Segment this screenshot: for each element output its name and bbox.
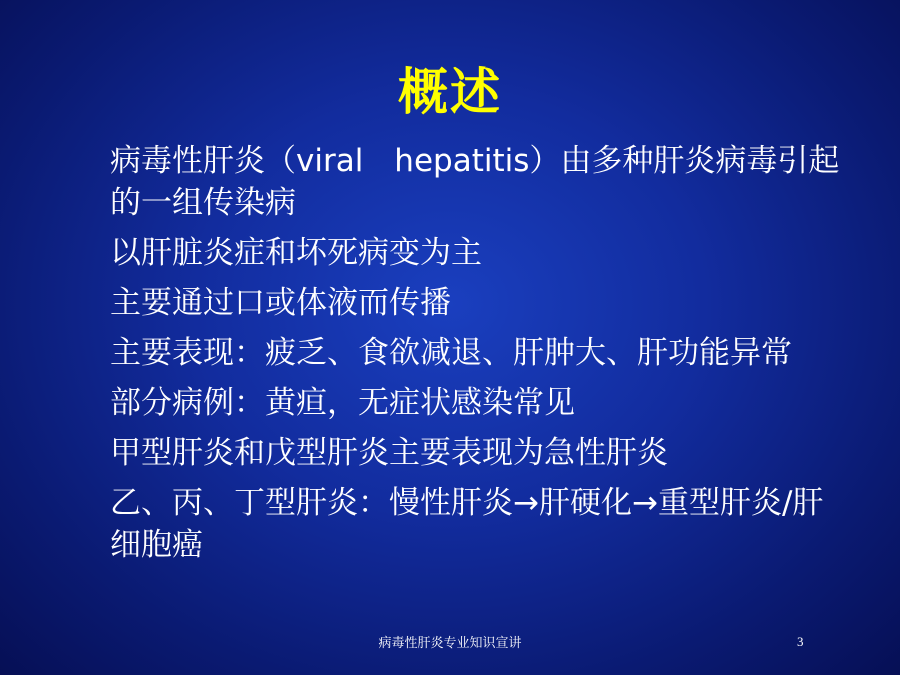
bullet-item: 主要通过口或体液而传播 (110, 285, 451, 321)
page-number: 3 (797, 634, 804, 649)
bullet-item: 乙、丙、丁型肝炎：慢性肝炎→肝硬化→重型肝炎/肝细胞癌 (110, 485, 824, 563)
bullet-item: 主要表现：疲乏、食欲减退、肝肿大、肝功能异常 (110, 335, 792, 371)
bullet-item: 部分病例：黄疸，无症状感染常见 (110, 385, 575, 421)
slide-title: 概述 (398, 63, 502, 121)
slide-footer: 病毒性肝炎专业知识宣讲 (378, 636, 522, 651)
bullet-item: 病毒性肝炎（viral hepatitis）由多种肝炎病毒引起的一组传染病 (110, 143, 840, 221)
bullet-item: 以肝脏炎症和坏死病变为主 (110, 235, 482, 271)
bullet-item: 甲型肝炎和戊型肝炎主要表现为急性肝炎 (110, 435, 668, 471)
bullet-list (110, 140, 840, 574)
